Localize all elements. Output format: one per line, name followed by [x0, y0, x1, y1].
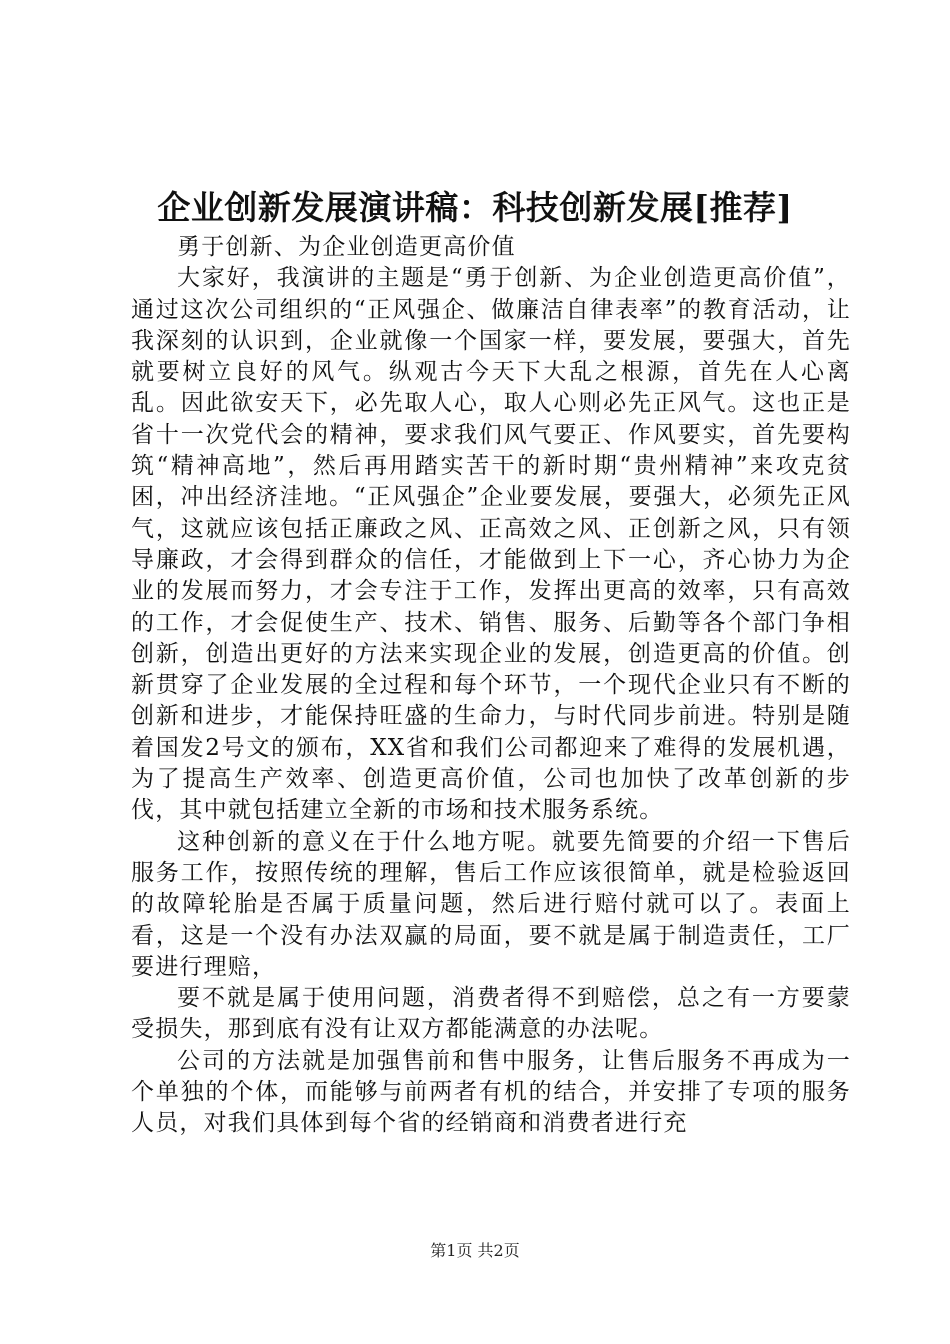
body-paragraph: 这种创新的意义在于什么地方呢。就要先简要的介绍一下售后服务工作，按照传统的理解，售后工作应该很简单，就是检验返回的故障轮胎是否属于质量问题，然后进行赔付就可以了。表面上看，这是一个没有办法双赢的局面，要不就是属于制造责任，工厂要进行理赔，	[131, 828, 851, 980]
body-paragraph: 大家好，我演讲的主题是“勇于创新、为企业创造更高价值”，通过这次公司组织的“正风强企、做廉洁自律表率”的教育活动，让我深刻的认识到，企业就像一个国家一样，要发展，要强大，首先就要树立良好的风气。纵观古今天下大乱之根源，首先在人心离乱。因此欲安天下，必先取人心，取人心则必先正风气。这也正是省十一次党代会的精神，要求我们风气要正、作风要实，首先要构筑“精神高地”，然后再用踏实苦干的新时期“贵州精神”来攻克贫困，冲出经济洼地。“正风强企”企业要发展，要强大，必须先正风气，这就应该包括正廉政之风、正高效之风、正创新之风，只有领导廉政，才会得到群众的信任，才能做到上下一心，齐心协力为企业的发展而努力，才会专注于工作，发挥出更高的效率，只有高效的工作，才会促使生产、技术、销售、服务、后勤等各个部门争相创新，创造出更好的方法来实现企业的发展，创造更高的价值。创新贯穿了企业发展的全过程和每个环节，一个现代企业只有不断的创新和进步，才能保持旺盛的生命力，与时代同步前进。特别是随着国发2号文的颁布，XX省和我们公司都迎来了难得的发展机遇，为了提高生产效率、创造更高价值，公司也加快了改革创新的步伐，其中就包括建立全新的市场和技术服务系统。	[131, 265, 851, 824]
document-title: 企业创新发展演讲稿：科技创新发展[推荐]	[157, 188, 793, 227]
subtitle-paragraph: 勇于创新、为企业创造更高价值	[177, 234, 516, 260]
page-number-footer: 第1页 共2页	[430, 1241, 520, 1260]
body-paragraph: 要不就是属于使用问题，消费者得不到赔偿，总之有一方要蒙受损失，那到底有没有让双方都能满意的办法呢。	[131, 985, 851, 1043]
document-body	[131, 232, 851, 1140]
body-paragraph: 公司的方法就是加强售前和售中服务，让售后服务不再成为一个单独的个体，而能够与前两者有机的结合，并安排了专项的服务人员，对我们具体到每个省的经销商和消费者进行充	[131, 1047, 851, 1137]
